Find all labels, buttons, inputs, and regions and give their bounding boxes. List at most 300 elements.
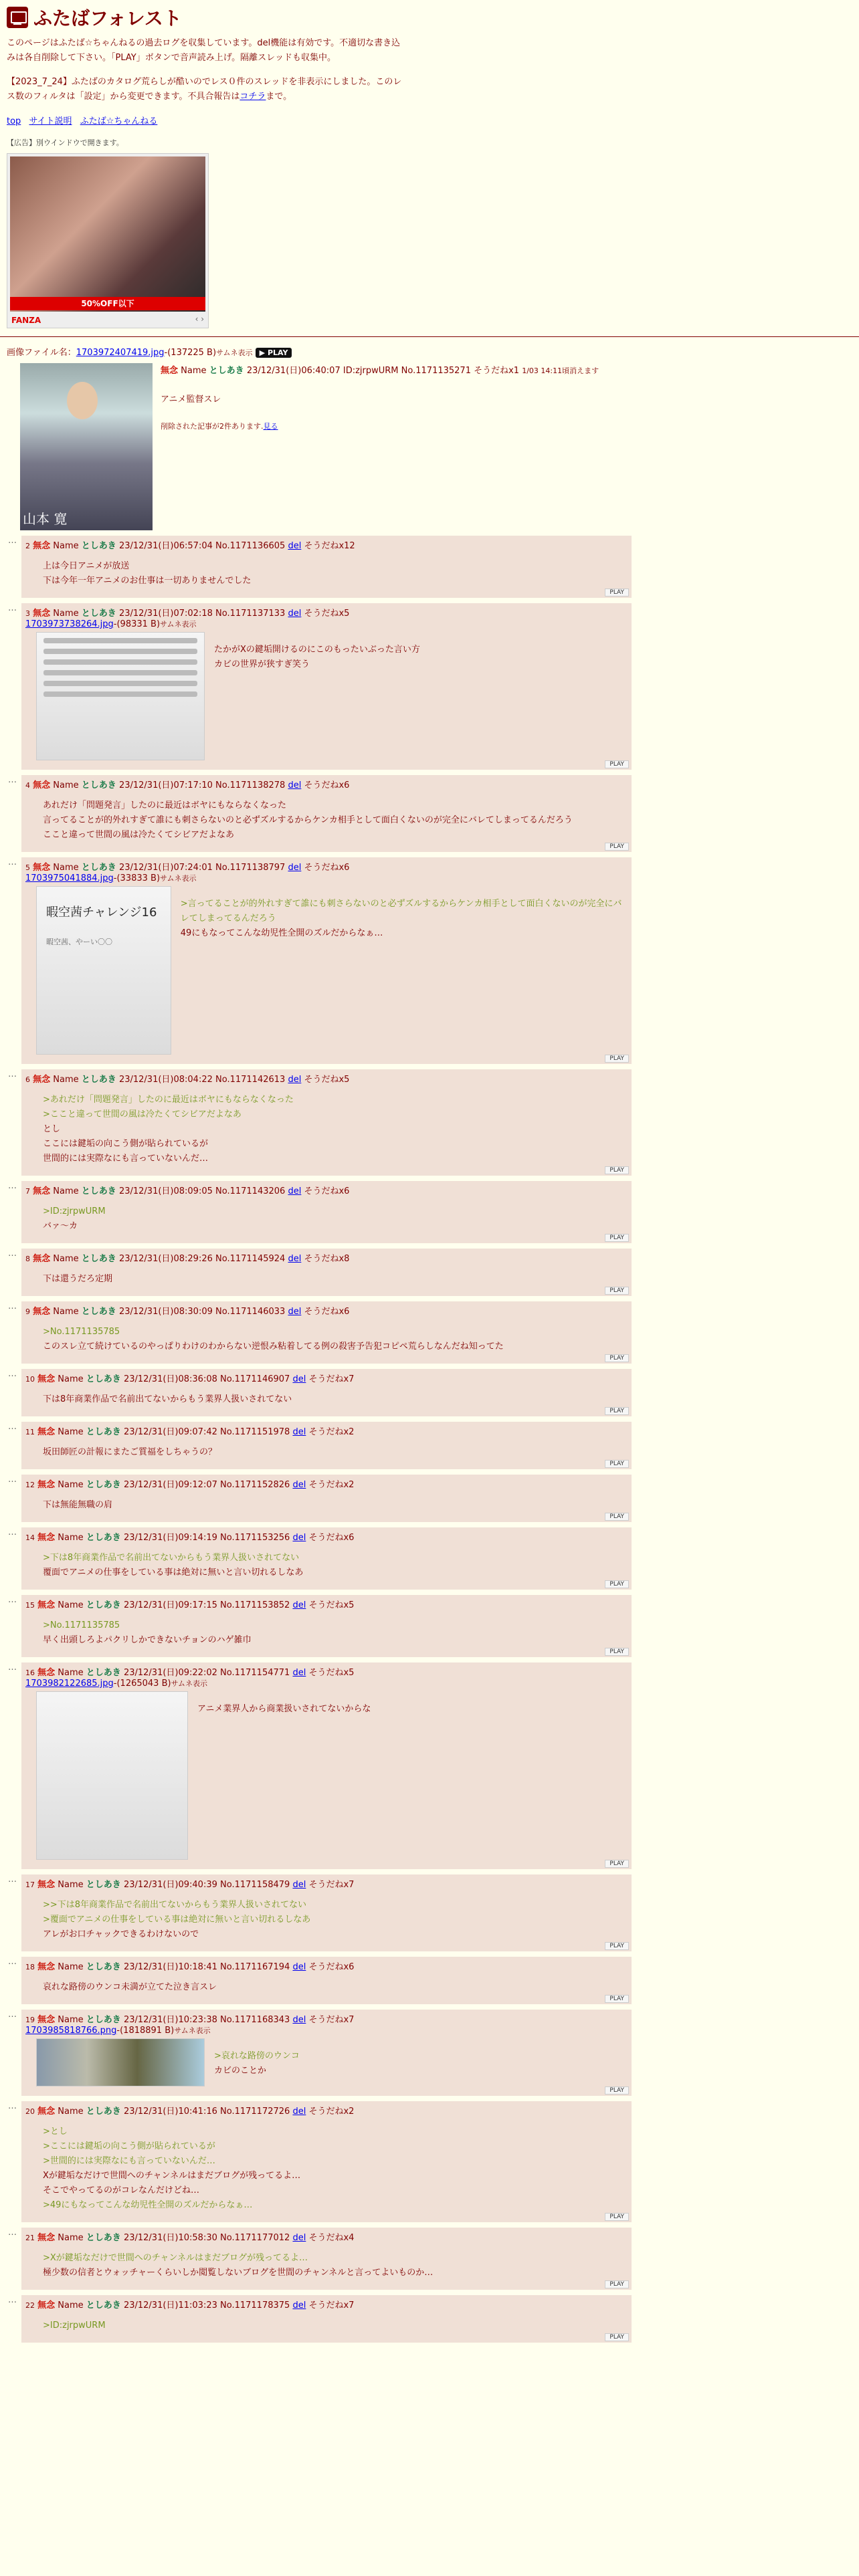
site-title[interactable]: ふたばフォレスト: [33, 7, 182, 29]
reply-file-link[interactable]: 1703982122685.jpg: [25, 1679, 114, 1689]
reply-name: としあき: [81, 1186, 116, 1196]
reply-line: 極少数の信者とウォッチャーくらいしか閲覧しないブログを世間のチャンネルと言ってよいものか…: [43, 2268, 434, 2278]
reply-sodane[interactable]: そうだねx5: [308, 1600, 355, 1610]
reply-menu-icon[interactable]: …: [8, 1595, 17, 1605]
ad-banner[interactable]: [7, 153, 209, 328]
reply-text: [43, 1272, 628, 1287]
reply-post: [8, 1369, 632, 1416]
reply-thumbnail[interactable]: [36, 632, 205, 760]
op-play-button[interactable]: ▶ PLAY: [256, 348, 292, 358]
reply-del-button[interactable]: del: [288, 609, 302, 619]
reply-file-line: [25, 1678, 628, 1689]
reply-date: 23/12/31(日)09:07:42: [123, 1427, 217, 1437]
reply-play-button[interactable]: PLAY: [605, 760, 629, 768]
op-file-label: 画像ファイル名：: [7, 348, 76, 358]
reply-no: No.1171177012: [220, 2233, 290, 2243]
reply-line: Xが鍵垢なだけで世間へのチャンネルはまだブログが残ってるよ…: [43, 2171, 301, 2181]
reply-name: としあき: [86, 1374, 121, 1384]
reply-quote: >あれだけ「問題発言」したのに最近はボヤにもならなくなった: [43, 1095, 294, 1105]
op-deleted-link[interactable]: 見る: [263, 422, 278, 431]
reply-file-size: -(33833 B): [113, 873, 161, 883]
reply-del-button[interactable]: del: [292, 1880, 306, 1890]
reply-sodane[interactable]: そうだねx8: [304, 1254, 350, 1264]
reply-no: No.1171167194: [220, 1962, 290, 1972]
reply-name: としあき: [86, 2300, 121, 2311]
reply-del-button[interactable]: del: [292, 1600, 306, 1610]
reply-name-label: Name: [53, 780, 79, 790]
op-deleted-text: 削除された記事が2件あります.: [161, 422, 264, 431]
reply-play-button[interactable]: PLAY: [605, 1287, 629, 1295]
reply-number: 5: [25, 863, 30, 872]
reply-file-link[interactable]: 1703973738264.jpg: [25, 619, 114, 629]
reply-post: [8, 1595, 632, 1657]
tweet-text-line: [43, 638, 197, 643]
reply-text: [43, 559, 628, 588]
reply-sodane[interactable]: そうだねx7: [308, 1880, 355, 1890]
reply-date: 23/12/31(日)08:29:26: [118, 1254, 213, 1264]
reply-del-button[interactable]: del: [288, 863, 302, 873]
reply-play-button[interactable]: PLAY: [605, 843, 629, 851]
reply-header: [25, 1372, 628, 1384]
reply-del-button[interactable]: del: [292, 2015, 306, 2025]
bug-report-link[interactable]: コチラ: [240, 92, 266, 102]
reply-no: No.1171178375: [220, 2300, 290, 2311]
reply-sodane[interactable]: そうだねx2: [308, 1427, 355, 1437]
reply-date: 23/12/31(日)08:09:05: [118, 1186, 213, 1196]
reply-post: [8, 2228, 632, 2290]
op-file-size: -(137225 B): [164, 348, 217, 358]
op-deleted-note: [161, 421, 599, 431]
reply-menu-icon[interactable]: …: [8, 1249, 17, 1259]
reply-post: [8, 2101, 632, 2222]
reply-menu-icon[interactable]: …: [8, 1957, 17, 1967]
reply-number: 7: [25, 1187, 30, 1196]
op-expire: 1/03 14:11頃消えます: [522, 366, 599, 375]
reply-thumb-toggle[interactable]: サムネ表示: [171, 1679, 208, 1688]
reply-sodane[interactable]: そうだねx7: [308, 2300, 355, 2311]
reply-text: [43, 1980, 628, 1995]
reply-menu-icon[interactable]: …: [8, 1369, 17, 1379]
reply-header: [25, 1304, 628, 1317]
reply-text: [181, 897, 628, 941]
reply-text: [43, 798, 628, 843]
reply-play-button[interactable]: PLAY: [605, 2213, 629, 2221]
reply-header: [25, 1477, 628, 1490]
reply-file-line: [25, 2025, 628, 2036]
reply-sodane[interactable]: そうだねx5: [304, 609, 350, 619]
reply-menu-icon[interactable]: …: [8, 1301, 17, 1311]
reply-menu-icon[interactable]: …: [8, 1475, 17, 1485]
reply-post: [8, 1662, 632, 1869]
reply-date: 23/12/31(日)07:02:18: [118, 609, 213, 619]
reply-play-button[interactable]: PLAY: [605, 1055, 629, 1063]
reply-sodane[interactable]: そうだねx6: [304, 1186, 350, 1196]
thumb-subtitle: 暇空茜、やーい〇〇: [46, 938, 112, 946]
reply-del-button[interactable]: del: [288, 1186, 302, 1196]
reply-play-button[interactable]: PLAY: [605, 2333, 629, 2341]
reply-sodane[interactable]: そうだねx5: [308, 1668, 355, 1678]
reply-header: [25, 538, 628, 551]
reply-del-button[interactable]: del: [292, 1427, 306, 1437]
reply-sodane[interactable]: そうだねx12: [304, 541, 355, 551]
reply-del-button[interactable]: del: [292, 1668, 306, 1678]
reply-content: [25, 629, 628, 760]
reply-del-button[interactable]: del: [288, 1075, 302, 1085]
reply-sodane[interactable]: そうだねx5: [304, 1075, 350, 1085]
reply-line: 哀れな路傍のウンコ未満が立てた泣き言スレ: [43, 1982, 217, 1992]
reply-quote: >ここには鍵垢の向こう側が貼られているが: [43, 2141, 215, 2151]
reply-quote: >No.1171135785: [43, 1620, 120, 1630]
reply-header: [25, 1072, 628, 1085]
reply-header: [25, 1877, 628, 1890]
reply-post: [8, 1957, 632, 2004]
reply-menu-icon[interactable]: …: [8, 2101, 17, 2111]
reply-subject: 無念: [37, 1480, 56, 1490]
link-top[interactable]: top: [7, 116, 21, 126]
ad-nav-arrows-icon[interactable]: ‹ ›: [195, 314, 204, 324]
reply-line: 覆面でアニメの仕事をしている事は絶対に無いと言い切れるしなあ: [43, 1568, 304, 1578]
reply-del-button[interactable]: del: [292, 1374, 306, 1384]
reply-number: 18: [25, 1963, 35, 1971]
reply-play-button[interactable]: PLAY: [605, 1513, 629, 1521]
ad-image[interactable]: [10, 156, 205, 312]
reply-menu-icon[interactable]: …: [8, 1181, 17, 1191]
op-image[interactable]: [20, 363, 153, 530]
reply-subject: 無念: [33, 863, 51, 873]
reply-play-button[interactable]: PLAY: [605, 1407, 629, 1415]
reply-menu-icon[interactable]: …: [8, 1527, 17, 1537]
op-text: アニメ監督スレ: [161, 395, 221, 405]
nav-links: [7, 114, 852, 126]
reply-file-size: -(1265043 B): [113, 1679, 171, 1689]
reply-quote: >とし: [43, 2127, 68, 2137]
reply-name: としあき: [86, 1600, 121, 1610]
reply-quote: >世間的には実際なにも言っていないんだ…: [43, 2156, 215, 2166]
reply-text: [43, 2125, 628, 2213]
reply-line: 49にもなってこんな幼児性全開のズルだからなぁ…: [180, 928, 383, 938]
op-post: [20, 363, 859, 530]
reply-date: 23/12/31(日)10:41:16: [123, 2107, 217, 2117]
reply-line: 下は8年商業作品で名前出てないからもう業界人扱いされてない: [43, 1394, 292, 1404]
reply-thumb-toggle[interactable]: サムネ表示: [174, 2026, 211, 2035]
reply-sodane[interactable]: そうだねx7: [308, 1374, 355, 1384]
link-site-info[interactable]: サイト説明: [29, 116, 72, 126]
reply-no: No.1171172726: [220, 2107, 290, 2117]
reply-name: としあき: [86, 1668, 121, 1678]
reply-name: としあき: [81, 1075, 116, 1085]
reply-no: No.1171142613: [215, 1075, 286, 1085]
reply-sodane[interactable]: そうだねx2: [308, 2107, 355, 2117]
reply-line: ここと違って世間の風は冷たくてシビアだよなあ: [43, 830, 235, 840]
reply-del-button[interactable]: del: [292, 1480, 306, 1490]
reply-text: [43, 1618, 628, 1648]
reply-name-label: Name: [58, 1668, 84, 1678]
reply-del-button[interactable]: del: [292, 2300, 306, 2311]
reply-header: [25, 1184, 628, 1196]
reply-menu-icon[interactable]: …: [8, 2010, 17, 2020]
link-futaba[interactable]: ふたば☆ちゃんねる: [80, 116, 158, 126]
reply-date: 23/12/31(日)08:36:08: [123, 1374, 217, 1384]
tweet-text-line: [43, 681, 197, 686]
reply-file-line: [25, 873, 628, 883]
reply-name-label: Name: [58, 1427, 84, 1437]
reply-no: No.1171146033: [215, 1307, 286, 1317]
reply-no: No.1171153256: [220, 1533, 290, 1543]
op-no: No.1171135271: [401, 366, 471, 376]
reply-menu-icon[interactable]: …: [8, 1874, 17, 1885]
reply-play-button[interactable]: PLAY: [605, 1166, 629, 1174]
reply-date: 23/12/31(日)06:57:04: [118, 541, 213, 551]
reply-menu-icon[interactable]: …: [8, 603, 17, 613]
reply-number: 4: [25, 781, 30, 790]
reply-post: [8, 1301, 632, 1364]
reply-play-button[interactable]: PLAY: [605, 588, 629, 597]
reply-date: 23/12/31(日)08:04:22: [118, 1075, 213, 1085]
reply-header: [25, 2298, 628, 2311]
reply-name-label: Name: [58, 1480, 84, 1490]
reply-post: [8, 775, 632, 852]
op-photo-face: [67, 382, 98, 419]
reply-sodane[interactable]: そうだねx6: [304, 863, 350, 873]
reply-date: 23/12/31(日)07:24:01: [118, 863, 213, 873]
reply-sodane[interactable]: そうだねx2: [308, 1480, 355, 1490]
reply-play-button[interactable]: PLAY: [605, 1234, 629, 1242]
reply-menu-icon[interactable]: …: [8, 2228, 17, 2238]
reply-quote: >Xが鍵垢なだけで世間へのチャンネルはまだブログが残ってるよ…: [43, 2253, 308, 2263]
reply-file-size: -(1818891 B): [116, 2026, 175, 2036]
reply-date: 23/12/31(日)09:17:15: [123, 1600, 217, 1610]
reply-quote: >49にもなってこんな幼児性全開のズルだからなぁ…: [43, 2200, 253, 2210]
reply-name: としあき: [86, 2233, 121, 2243]
reply-date: 23/12/31(日)10:18:41: [123, 1962, 217, 1972]
reply-date: 23/12/31(日)11:03:23: [123, 2300, 217, 2311]
reply-post: [8, 1475, 632, 1522]
reply-name-label: Name: [58, 1600, 84, 1610]
reply-text: [43, 1392, 628, 1407]
reply-line: ここには鍵垢の向こう側が貼られているが: [43, 1139, 209, 1149]
reply-header: [25, 1251, 628, 1264]
reply-file-link[interactable]: 1703975041884.jpg: [25, 873, 114, 883]
op-thumb-toggle[interactable]: サムネ表示: [216, 348, 253, 357]
reply-header: [25, 606, 628, 619]
tweet-text-line: [43, 670, 197, 675]
reply-name: としあき: [86, 1880, 121, 1890]
reply-menu-icon[interactable]: …: [8, 1069, 17, 1079]
reply-line: 世間的には実際なにも言っていないんだ…: [43, 1154, 209, 1164]
reply-line: 坂田師匠の計報にまたご質福をしちゃうの？: [43, 1447, 217, 1457]
tweet-text-line: [43, 659, 197, 665]
reply-play-button[interactable]: PLAY: [605, 1580, 629, 1588]
reply-name: としあき: [81, 863, 116, 873]
reply-menu-icon[interactable]: …: [8, 775, 17, 785]
reply-name-label: Name: [58, 2300, 84, 2311]
reply-name-label: Name: [53, 1307, 79, 1317]
reply-text: [43, 1325, 628, 1354]
op-file-link[interactable]: 1703972407419.jpg: [76, 348, 165, 358]
reply-name: としあき: [86, 1533, 121, 1543]
reply-no: No.1171143206: [215, 1186, 286, 1196]
reply-del-button[interactable]: del: [288, 541, 302, 551]
reply-play-button[interactable]: PLAY: [605, 1648, 629, 1656]
reply-name-label: Name: [58, 2107, 84, 2117]
reply-menu-icon[interactable]: …: [8, 2295, 17, 2305]
reply-header: [25, 860, 628, 873]
divider: [0, 336, 859, 337]
reply-name: としあき: [81, 1254, 116, 1264]
reply-del-button[interactable]: del: [292, 1962, 306, 1972]
reply-play-button[interactable]: PLAY: [605, 1860, 629, 1868]
reply-text: [43, 1204, 628, 1234]
op-body: [161, 363, 599, 530]
reply-subject: 無念: [37, 2107, 56, 2117]
reply-subject: 無念: [37, 1427, 56, 1437]
reply-play-button[interactable]: PLAY: [605, 1942, 629, 1950]
reply-no: No.1171153852: [220, 1600, 290, 1610]
reply-no: No.1171154771: [220, 1668, 290, 1678]
tweet-text-line: [43, 691, 197, 697]
reply-text: [43, 1445, 628, 1460]
reply-number: 6: [25, 1075, 30, 1084]
reply-menu-icon[interactable]: …: [8, 857, 17, 867]
reply-quote: >ここと違って世間の風は冷たくてシビアだよなあ: [43, 1109, 242, 1119]
reply-line: 言ってることが的外れすぎて誰にも刺さらないのと必ずズルするからケンカ相手として面白くないのが完全にバレてしまってるんだろう: [43, 815, 573, 825]
reply-del-button[interactable]: del: [288, 780, 302, 790]
reply-subject: 無念: [37, 1962, 56, 1972]
reply-subject: 無念: [37, 2233, 56, 2243]
reply-post: [8, 1069, 632, 1176]
reply-number: 2: [25, 542, 30, 550]
reply-del-button[interactable]: del: [292, 1533, 306, 1543]
reply-play-button[interactable]: PLAY: [605, 2280, 629, 2288]
reply-play-button[interactable]: PLAY: [605, 2086, 629, 2095]
reply-sodane[interactable]: そうだねx6: [304, 1307, 350, 1317]
reply-number: 3: [25, 609, 30, 618]
reply-content: [25, 2036, 628, 2086]
reply-header: [25, 1598, 628, 1610]
reply-subject: 無念: [37, 1668, 56, 1678]
reply-line: そこでやってるのがコレなんだけどね…: [43, 2185, 200, 2195]
op-play-label: PLAY: [267, 348, 288, 357]
reply-post: [8, 1527, 632, 1590]
reply-line: 早く出頭しろよパクリしかできないチョンのハゲ雑巾: [43, 1635, 252, 1645]
reply-text: [43, 2319, 628, 2333]
reply-sodane[interactable]: そうだねx7: [308, 2015, 355, 2025]
reply-name: としあき: [86, 2107, 121, 2117]
reply-no: No.1171146907: [220, 1374, 290, 1384]
reply-thumb-toggle[interactable]: サムネ表示: [160, 874, 197, 883]
reply-subject: 無念: [33, 1307, 51, 1317]
reply-line: あれだけ「問題発言」したのに最近はボヤにもならなくなった: [43, 800, 287, 811]
reply-post: [8, 536, 632, 598]
reply-sodane[interactable]: そうだねx4: [308, 2233, 355, 2243]
ad-brand-logo: FANZA: [11, 316, 41, 325]
reply-del-button[interactable]: del: [292, 2107, 306, 2117]
notice-text: [7, 75, 408, 104]
reply-thumbnail[interactable]: [36, 2038, 205, 2086]
reply-sodane[interactable]: そうだねx6: [308, 1533, 355, 1543]
reply-list: [9, 536, 859, 2343]
reply-line: 下は無能無職の肩: [43, 1500, 113, 1510]
reply-no: No.1171151978: [220, 1427, 290, 1437]
reply-header: [25, 2104, 628, 2117]
reply-line: たかがXの鍵垢開けるのにこのもったいぶった言い方: [214, 645, 420, 655]
reply-text: [43, 1498, 628, 1513]
reply-text: [197, 1702, 371, 1717]
reply-del-button[interactable]: del: [288, 1254, 302, 1264]
reply-name-label: Name: [53, 863, 79, 873]
reply-text: [214, 643, 420, 672]
reply-no: No.1171168343: [220, 2015, 290, 2025]
reply-number: 17: [25, 1881, 35, 1889]
reply-name-label: Name: [53, 609, 79, 619]
reply-line: 下は還うだろ定期: [43, 1274, 113, 1284]
op-id: ID:zjrpwURM: [343, 366, 399, 376]
reply-del-button[interactable]: del: [288, 1307, 302, 1317]
reply-header: [25, 1665, 628, 1678]
reply-menu-icon[interactable]: …: [8, 536, 17, 546]
reply-thumbnail[interactable]: [36, 886, 171, 1055]
reply-del-button[interactable]: del: [292, 2233, 306, 2243]
reply-subject: 無念: [37, 1600, 56, 1610]
reply-number: 21: [25, 2234, 35, 2242]
reply-text: [43, 2251, 628, 2280]
notice-pre: 【2023_7_24】ふたばのカタログ荒らしが酷いのでレス０件のスレッドを非表示にしました。このレス数のフィルタは「設定」から変更できます。不具合報告は: [7, 77, 402, 102]
reply-thumbnail[interactable]: [36, 1691, 188, 1860]
intro-text: このページはふたば☆ちゃんねるの過去ログを収集しています。del機能は有効です。不適切な書き込みは各自削除して下さい。「PLAY」ボタンで音声読み上げ。隔離スレッドも収集中。: [7, 38, 401, 63]
reply-number: 10: [25, 1375, 35, 1384]
op-sodane[interactable]: そうだねx1: [474, 366, 520, 376]
reply-no: No.1171145924: [215, 1254, 286, 1264]
reply-post: [8, 1181, 632, 1243]
reply-name: としあき: [81, 541, 116, 551]
reply-menu-icon[interactable]: …: [8, 1662, 17, 1673]
reply-name-label: Name: [58, 2233, 84, 2243]
reply-post: [8, 1874, 632, 1951]
reply-header: [25, 778, 628, 790]
reply-quote: >ID:zjrpwURM: [43, 2321, 106, 2331]
reply-number: 19: [25, 2016, 35, 2024]
reply-play-button[interactable]: PLAY: [605, 1995, 629, 2003]
reply-name-label: Name: [53, 1186, 79, 1196]
reply-no: No.1171137133: [215, 609, 286, 619]
op-name: としあき: [209, 366, 244, 376]
reply-quote: >ID:zjrpwURM: [43, 1206, 106, 1216]
reply-thumb-toggle[interactable]: サムネ表示: [160, 620, 197, 629]
reply-quote: >下は8年商業作品で名前出てないからもう業界人扱いされてない: [43, 1553, 300, 1563]
reply-number: 22: [25, 2301, 35, 2310]
reply-no: No.1171136605: [215, 541, 286, 551]
reply-sodane[interactable]: そうだねx6: [308, 1962, 355, 1972]
reply-name-label: Name: [53, 1075, 79, 1085]
reply-subject: 無念: [33, 609, 51, 619]
reply-menu-icon[interactable]: …: [8, 1422, 17, 1432]
reply-subject: 無念: [33, 780, 51, 790]
reply-sodane[interactable]: そうだねx6: [304, 780, 350, 790]
reply-line: 下は今年一年アニメのお仕事は一切ありませんでした: [43, 576, 252, 586]
reply-content: [25, 883, 628, 1055]
reply-play-button[interactable]: PLAY: [605, 1460, 629, 1468]
reply-line: アレがお口チャックできるわけないので: [43, 1929, 199, 1939]
reply-name-label: Name: [58, 2015, 84, 2025]
reply-line: アニメ業界人から商業扱いされてないからな: [197, 1704, 371, 1714]
reply-date: 23/12/31(日)07:17:10: [118, 780, 213, 790]
reply-file-link[interactable]: 1703985818766.png: [25, 2026, 117, 2036]
reply-subject: 無念: [33, 541, 51, 551]
op-subject: 無念: [161, 366, 179, 376]
reply-play-button[interactable]: PLAY: [605, 1354, 629, 1362]
reply-quote: >覆面でアニメの仕事をしている事は絶対に無いと言い切れるしなあ: [43, 1915, 311, 1925]
op-name-label: Name: [181, 366, 207, 376]
